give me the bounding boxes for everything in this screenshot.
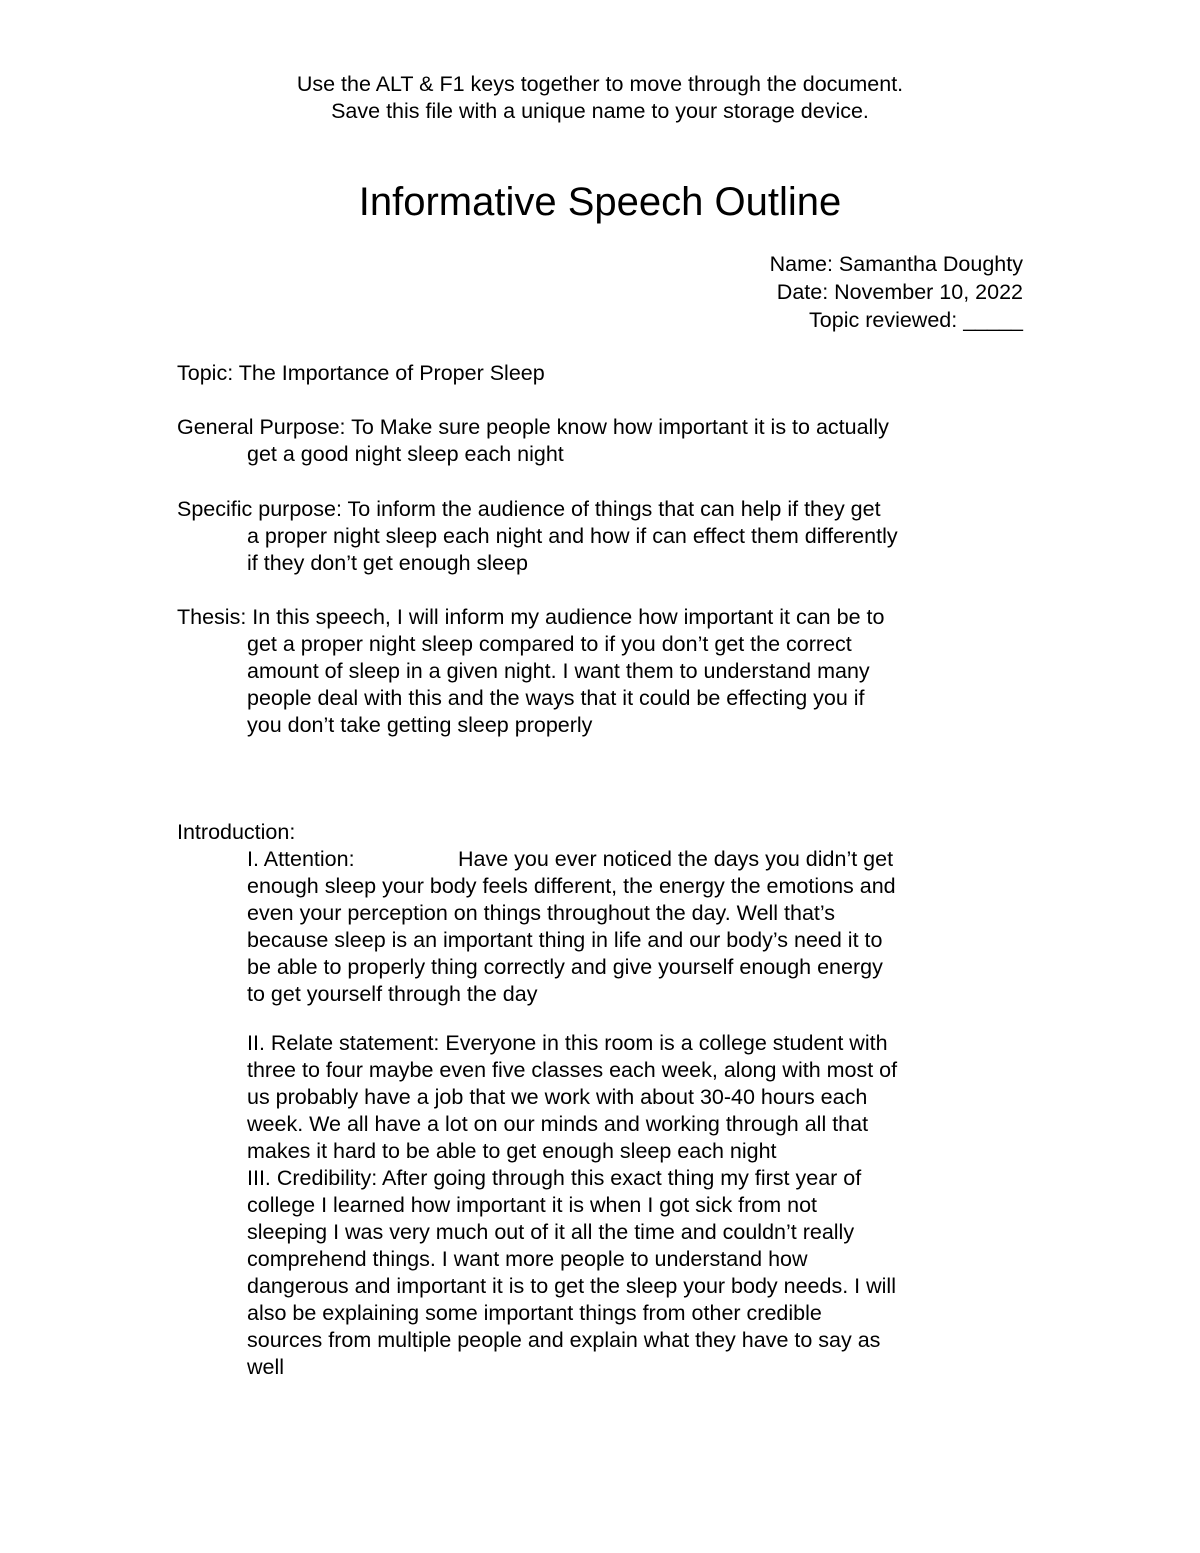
general-purpose-line: get a good night sleep each night	[247, 442, 564, 466]
attention-line: even your perception on things throughout the day. Well that’s	[247, 901, 836, 925]
relate-line: us probably have a job that we work with about 30-40 hours each	[247, 1085, 868, 1109]
credibility-line: sources from multiple people and explain what they have to say as	[247, 1328, 881, 1352]
credibility-line: sleeping I was very much out of it all the time and couldn’t really	[247, 1220, 855, 1244]
credibility-line: III. Credibility: After going through this exact thing my first year of	[247, 1166, 862, 1190]
thesis-line: Thesis: In this speech, I will inform my audience how important it can be to	[177, 605, 885, 629]
date-field: Date: November 10, 2022	[776, 280, 1023, 304]
credibility-line: college I learned how important it is when I got sick from not	[247, 1193, 818, 1217]
specific-purpose-line: Specific purpose: To inform the audience of things that can help if they get	[177, 497, 881, 521]
instruction-line: Use the ALT & F1 keys together to move through the document.	[296, 72, 904, 96]
general-purpose	[177, 414, 889, 468]
specific-purpose-line: if they don’t get enough sleep	[247, 551, 528, 575]
specific-purpose	[177, 496, 898, 577]
thesis-line: get a proper night sleep compared to if you don’t get the correct	[247, 632, 852, 656]
name-field: Name: Samantha Doughty	[769, 252, 1023, 276]
relate-line: II. Relate statement: Everyone in this room is a college student with	[247, 1031, 888, 1055]
attention-line	[177, 846, 897, 873]
attention-line: be able to properly thing correctly and give yourself enough energy	[247, 955, 883, 979]
relate-line: week. We all have a lot on our minds and working through all that	[247, 1112, 869, 1136]
topic: Topic: The Importance of Proper Sleep	[177, 361, 545, 385]
thesis-line: you don’t take getting sleep properly	[247, 713, 593, 737]
instruction-line: Save this file with a unique name to your storage device.	[331, 99, 869, 123]
introduction-heading: Introduction:	[177, 820, 296, 844]
credibility-line: well	[247, 1355, 285, 1379]
attention-line: because sleep is an important thing in life and our body’s need it to	[247, 928, 883, 952]
attention-label: I. Attention:	[247, 847, 355, 871]
header-info	[770, 251, 1023, 334]
introduction	[177, 819, 897, 1381]
thesis-line: people deal with this and the ways that it could be effecting you if	[247, 686, 865, 710]
thesis	[177, 604, 884, 739]
attention-text: Have you ever noticed the days you didn’t get	[458, 847, 894, 871]
instructions	[0, 71, 1200, 125]
relate-line: three to four maybe even five classes each week, along with most of	[247, 1058, 898, 1082]
page-title: Informative Speech Outline	[358, 180, 842, 224]
credibility-line: comprehend things. I want more people to understand how	[247, 1247, 808, 1271]
credibility-line: dangerous and important it is to get the sleep your body needs. I will	[247, 1274, 896, 1298]
attention-line: to get yourself through the day	[247, 982, 538, 1006]
credibility-line: also be explaining some important things from other credible	[247, 1301, 822, 1325]
general-purpose-line: General Purpose: To Make sure people know how important it is to actually	[177, 415, 889, 439]
specific-purpose-line: a proper night sleep each night and how if can effect them differently	[247, 524, 898, 548]
thesis-line: amount of sleep in a given night. I want them to understand many	[247, 659, 870, 683]
topic-reviewed-field: Topic reviewed: _____	[809, 308, 1023, 332]
relate-line: makes it hard to be able to get enough sleep each night	[247, 1139, 777, 1163]
attention-line: enough sleep your body feels different, the energy the emotions and	[247, 874, 896, 898]
